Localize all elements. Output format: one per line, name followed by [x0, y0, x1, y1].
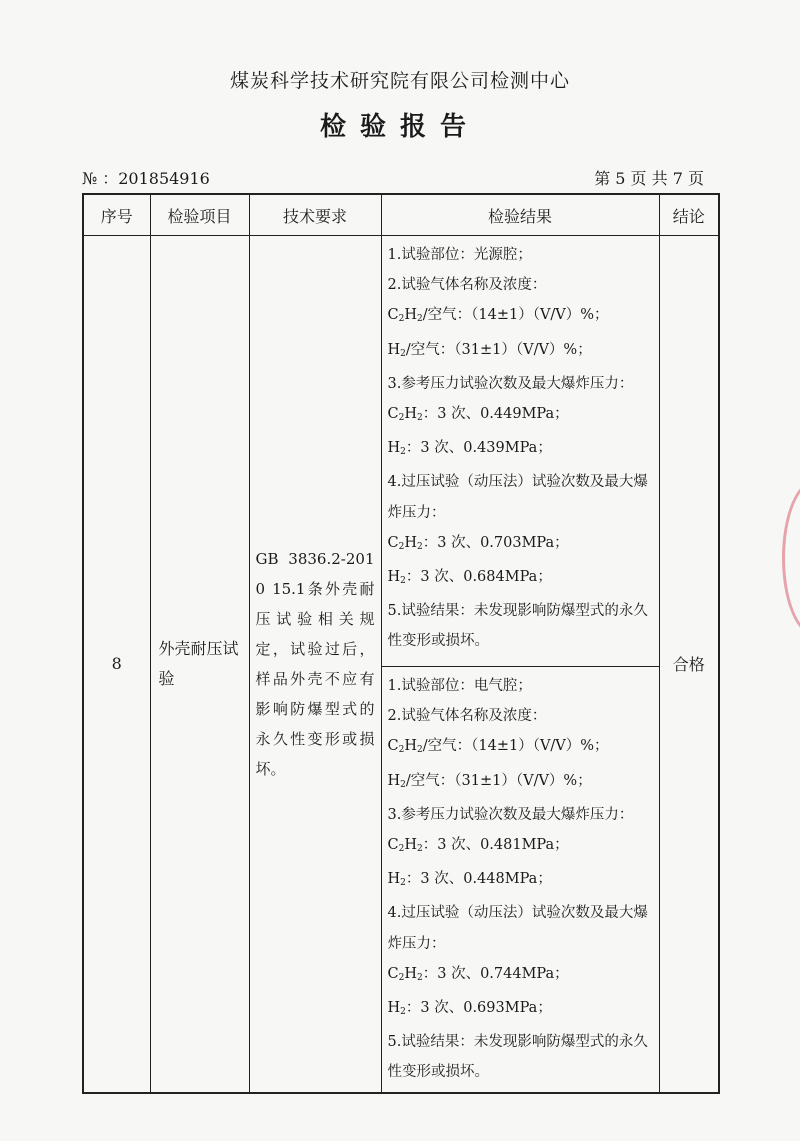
- formula-subscript: 2: [417, 844, 423, 855]
- gas-formula: C: [387, 406, 399, 423]
- table-row: [83, 236, 719, 667]
- gas-formula: H: [404, 307, 417, 324]
- result-line: 4.过压试验（动压法）试验次数及最大爆炸压力：: [387, 474, 648, 521]
- result-line: [388, 528, 653, 562]
- gas-concentration: /空气：（31±1）（V/V）%；: [405, 772, 592, 789]
- pressure-value: ：3 次、0.439MPa；: [405, 440, 552, 457]
- seal-stamp: [782, 480, 800, 636]
- formula-subscript: 2: [417, 541, 423, 552]
- gas-formula: C: [387, 837, 399, 854]
- gas-formula: C: [387, 307, 399, 324]
- formula-subscript: 2: [398, 844, 405, 855]
- result-line: [388, 959, 653, 993]
- result-line: 5.试验结果：未发现影响防爆型式的永久性变形或损坏。: [387, 1034, 648, 1081]
- result-line: [388, 300, 653, 334]
- formula-subscript: 2: [398, 541, 405, 552]
- inspection-item: 外壳耐压试验: [150, 236, 249, 1093]
- pressure-value: ：3 次、0.449MPa；: [422, 406, 569, 423]
- technical-requirement: GB 3836.2-2010 15.1条外壳耐压试验相关规定，试验过后，样品外壳不应有影响防爆型式的永久性变形或损坏。: [249, 236, 381, 1093]
- pressure-value: ：3 次、0.703MPa；: [422, 534, 569, 551]
- formula-subscript: 2: [398, 745, 405, 756]
- formula-subscript: 2: [417, 745, 423, 756]
- result-line: 3.参考压力试验次数及最大爆炸压力：: [387, 806, 634, 823]
- gas-formula: H: [387, 1000, 401, 1017]
- formula-subscript: 2: [400, 348, 406, 359]
- result-line: [388, 335, 653, 369]
- result-line: 2.试验气体名称及浓度：: [387, 708, 547, 725]
- formula-subscript: 2: [400, 576, 406, 587]
- result-line: [388, 433, 653, 467]
- gas-formula: H: [387, 871, 401, 888]
- gas-formula: H: [387, 341, 401, 358]
- gas-formula: H: [404, 738, 417, 755]
- formula-subscript: 2: [400, 447, 406, 458]
- page-indicator: 第 5 页 共 7 页: [594, 169, 704, 188]
- formula-subscript: 2: [417, 413, 423, 424]
- result-line: 2.试验气体名称及浓度：: [387, 277, 547, 294]
- gas-formula: C: [387, 534, 399, 551]
- pressure-value: ：3 次、0.744MPa；: [422, 965, 569, 982]
- formula-subscript: 2: [400, 1007, 406, 1018]
- pressure-value: ：3 次、0.684MPa；: [405, 569, 552, 586]
- pressure-value: ：3 次、0.481MPa；: [422, 837, 569, 854]
- formula-subscript: 2: [400, 779, 406, 790]
- column-header-result: 检验结果: [381, 194, 659, 236]
- gas-formula: H: [404, 965, 417, 982]
- gas-formula: H: [387, 569, 401, 586]
- formula-subscript: 2: [398, 314, 405, 325]
- result-line: 5.试验结果：未发现影响防爆型式的永久性变形或损坏。: [387, 603, 648, 650]
- gas-concentration: /空气：（14±1）（V/V）%；: [422, 738, 609, 755]
- result-line: 1.试验部位：电气腔；: [387, 678, 532, 694]
- gas-formula: H: [404, 534, 417, 551]
- gas-formula: H: [387, 772, 401, 789]
- result-line: [388, 562, 653, 596]
- formula-subscript: 2: [417, 972, 423, 983]
- gas-formula: H: [404, 837, 417, 854]
- gas-concentration: /空气：（14±1）（V/V）%；: [422, 307, 609, 324]
- gas-formula: C: [387, 738, 399, 755]
- organization-name: 煤炭科学技术研究院有限公司检测中心: [229, 70, 570, 92]
- column-header-conclusion: 结论: [659, 194, 719, 236]
- gas-formula: H: [387, 440, 401, 457]
- pressure-value: ：3 次、0.448MPa；: [405, 871, 552, 888]
- column-header-requirement: 技术要求: [249, 194, 381, 236]
- result-line: [388, 864, 653, 898]
- column-header-number: 序号: [83, 194, 150, 236]
- result-line: [388, 830, 653, 864]
- column-header-item: 检验项目: [150, 194, 249, 236]
- result-line: [388, 399, 653, 433]
- gas-formula: C: [387, 965, 399, 982]
- inspection-table: [82, 193, 720, 1094]
- table-header-row: [83, 194, 719, 236]
- result-chamber-1: [381, 236, 659, 667]
- pressure-value: ：3 次、0.693MPa；: [405, 1000, 552, 1017]
- formula-subscript: 2: [400, 878, 406, 889]
- result-line: [388, 766, 653, 800]
- result-line: 1.试验部位：光源腔；: [387, 247, 532, 263]
- conclusion: 合格: [659, 236, 719, 1093]
- gas-concentration: /空气：（31±1）（V/V）%；: [405, 341, 592, 358]
- formula-subscript: 2: [398, 413, 405, 424]
- result-chamber-2: [381, 667, 659, 1093]
- formula-subscript: 2: [417, 314, 423, 325]
- row-number: 8: [83, 236, 150, 1093]
- report-number: № ：201854916: [82, 169, 210, 188]
- result-line: 3.参考压力试验次数及最大爆炸压力：: [387, 375, 634, 392]
- result-line: 4.过压试验（动压法）试验次数及最大爆炸压力：: [387, 905, 648, 952]
- report-title: 检验报告: [319, 112, 480, 142]
- result-line: [388, 731, 653, 765]
- gas-formula: H: [404, 406, 417, 423]
- result-line: [388, 993, 653, 1027]
- formula-subscript: 2: [398, 972, 405, 983]
